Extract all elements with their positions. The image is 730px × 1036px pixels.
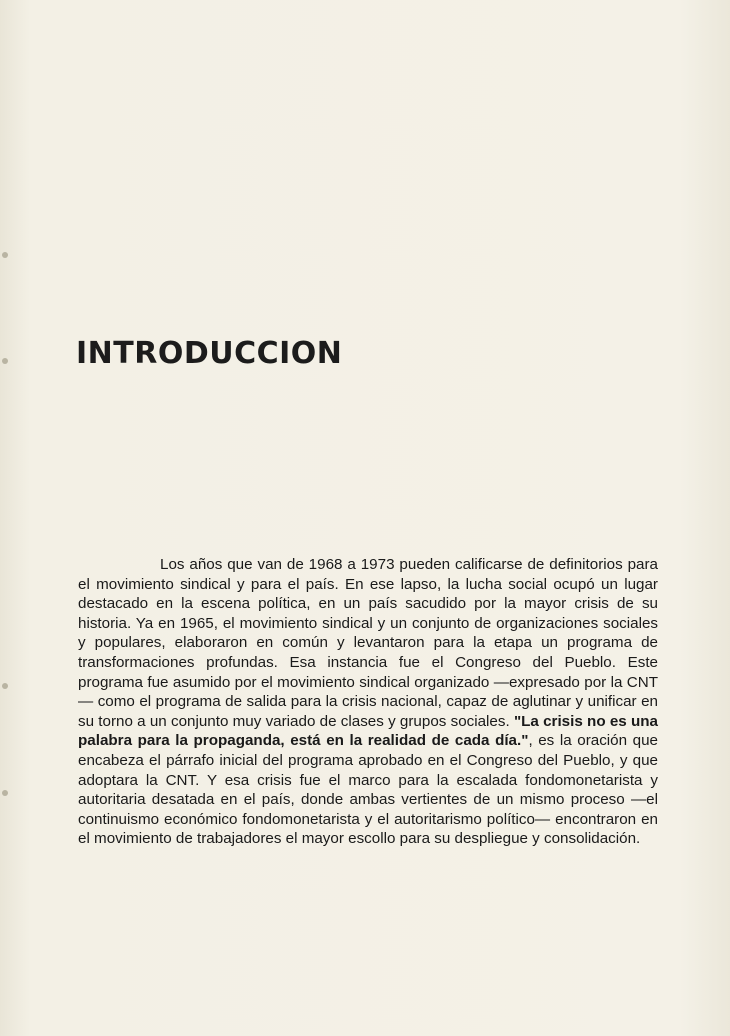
edge-mark xyxy=(2,358,8,364)
edge-mark xyxy=(2,683,8,689)
crisis-quote: "La crisis no es una palabra para la propaganda, está en la realidad de cada día." xyxy=(78,712,658,750)
edge-mark xyxy=(2,252,8,258)
page-title: INTRODUCCION xyxy=(76,336,343,371)
intro-paragraph xyxy=(78,555,658,849)
edge-mark xyxy=(2,790,8,796)
paragraph-text-end: , es la oración que encabeza el párrafo inicial del programa aprobado en el Congreso del Pueblo, y que adoptara la CNT. Y esa crisis fue el marco para la escalada fondomonetarista y autoritaria desatada en el país, donde ambas vertientes de un mismo proceso —el continuismo económico fondomonetarista y el autoritarismo político— encontraron en el movimiento de trabajadores el mayor escollo para su despliegue y consolidación. xyxy=(78,732,658,848)
paragraph-text-start: Los años que van de 1968 a 1973 pueden calificarse de definitorios para el movimiento sindical y para el país. En ese lapso, la lucha social ocupó un lugar destacado en la escena política, en un país sacudido por la mayor crisis de su historia. Ya en 1965, el movimiento sindical y un conjunto de organizaciones sociales y populares, elaboraron en común y levantaron para la etapa un programa de transformaciones profundas. Esa instancia fue el Congreso del Pueblo. Este programa fue asumido por el movimiento sindical organizado —expresado por la CNT— como el programa de salida para la crisis nacional, capaz de aglutinar y unificar en su torno a un conjunto muy variado de clases y grupos sociales. xyxy=(78,556,658,730)
